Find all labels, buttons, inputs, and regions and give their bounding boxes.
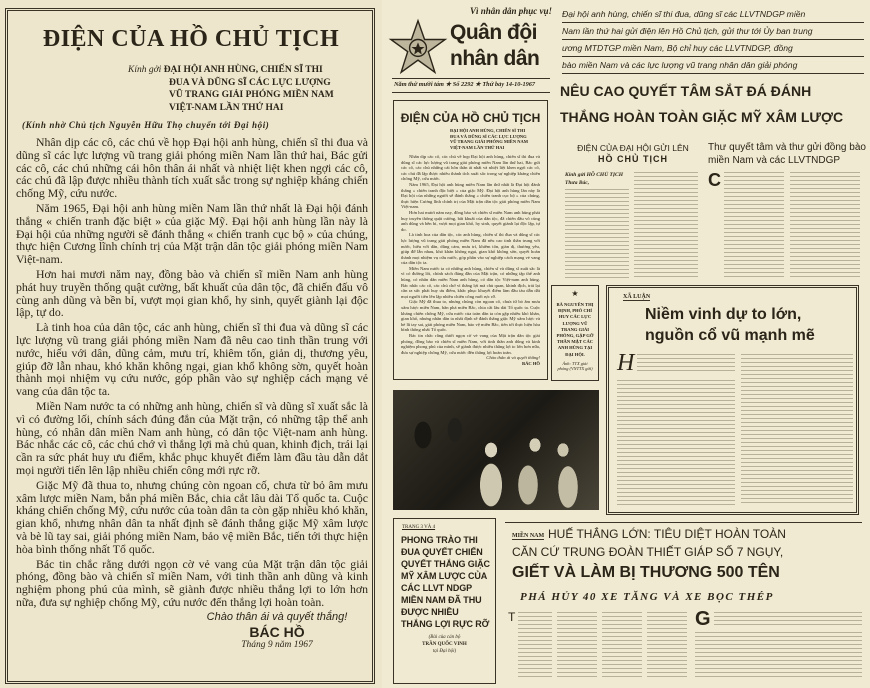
date: Tháng 9 năm 1967: [241, 639, 313, 650]
byline-line: tại Đại hội): [432, 649, 457, 654]
masthead-line: nhân dân: [450, 47, 540, 70]
emulation-box: [393, 518, 496, 684]
photo-credit: Ảnh: TTX giải phóng (VNTTX gửi): [557, 360, 593, 372]
paragraph: Là tinh hoa của dân tộc, các anh hùng, chiến sĩ thi đua và dũng sĩ các lực lượng vũ trang giải phóng miền Nam đã nêu cao tinh thần trung với nước, hiếu với dân, dũng cảm, mưu trí, khiêm tốn, giản dị, thương yêu, giúp đỡ lẫn nhau, khó khăn không ngại, gian khổ không sờn, quyết hoàn thành mọi nhiệm vụ cứu nước, góp phần vào sự nghiệp cách mạng vẻ vang của dân tộc ta.: [401, 232, 540, 266]
address-line: VŨ TRANG GIẢI PHÓNG MIỀN NAM: [169, 90, 334, 100]
box-kicker: TRANG 3 VÀ 4: [402, 525, 436, 530]
masthead: [450, 20, 554, 72]
text-column: [617, 380, 735, 506]
masthead-line: Quân đội: [450, 21, 537, 44]
address-line: ĐẠI HỘI ANH HÙNG, CHIẾN SĨ THI: [163, 65, 323, 75]
mini-body: [394, 150, 547, 371]
bottom-subhead: PHÁ HỦY 40 XE TĂNG VÀ XE BỌC THÉP: [520, 591, 774, 603]
telegram-body: [16, 136, 368, 651]
subhead-line: HỒ CHỦ TỊCH: [598, 154, 668, 164]
forwarding-note: (Kính nhờ Chủ tịch Nguyễn Hữu Thọ chuyển tới Đại hội): [22, 120, 270, 130]
photo-caption: BÀ NGUYỄN THỊ ĐỊNH, PHÓ CHỈ HUY CÁC LỰC LƯỢNG VŨ TRANG GIẢI PHÓNG, GẶP GỠ THÂN MẬT CÁC ANH HÙNG TẠI ĐẠI HỘI.: [556, 302, 594, 357]
address-line: ĐUA VÀ DŨNG SĨ CÁC LỰC LƯỢNG: [169, 77, 331, 88]
region-label: MIỀN NAM: [512, 533, 545, 539]
kicker: [562, 6, 864, 74]
bottom-headline-line: CĂN CỨ TRUNG ĐOÀN THIẾT GIÁP SỐ 7 NGỤY,: [512, 545, 784, 559]
kicker-line: Đại hội anh hùng, chiến sĩ thi đua, dũng sĩ các LLVTNDGP miền: [562, 6, 864, 23]
editorial-kicker: XÃ LUẬN: [623, 294, 651, 300]
address-line: VŨ TRANG GIẢI PHÓNG MIỀN NAM: [450, 139, 529, 144]
text-column: [518, 612, 552, 680]
paragraph: Bác tin chắc rằng dưới ngọn cờ vẻ vang của Mặt trận dân tộc giải phóng, đồng bào và chiến sĩ miền Nam, với tinh thần anh dũng và kinh nghiệm phong phú của mình, sẽ giành được nhiều thắng lợi to lớn hơn nữa, đưa sự nghiệp chống Mỹ, cứu nước đến thắng lợi hoàn toàn.: [16, 556, 368, 609]
mini-title: ĐIỆN CỦA HỒ CHỦ TỊCH: [400, 111, 541, 125]
paragraph: Miền Nam nước ta có những anh hùng, chiến sĩ và dũng sĩ xuất sắc là vì có đường lối, chính sách đúng đắn của Mặt trận, có những tập thể anh hùng, có nhân dân miền Nam anh hùng, có dân tộc Việt-nam anh hùng. Bác nhắc các cô, các chú chớ vì thắng lợi mà chủ quan, khinh địch, trái lại cần ra sức phát huy ưu điểm, khắc phục khuyết điểm làm đầu tàu dẫn dắt mọi người tiến lên lập nhiều chiến công mới rực rỡ.: [16, 398, 368, 477]
mini-address: [450, 128, 547, 150]
text-column: [714, 612, 862, 626]
headline-line: THẮNG HOÀN TOÀN GIẶC MỸ XÂM LƯỢC: [560, 109, 844, 125]
dropcap: H: [617, 350, 635, 376]
text-column: [695, 632, 862, 678]
telegram-title: ĐIỆN CỦA HỒ CHỦ TỊCH: [42, 26, 340, 52]
paragraph: Hơn hai mươi năm nay, đồng bào và chiến sĩ miền Nam anh hùng phát huy truyền thống quật cường, bất khuất của dân tộc, đã chiến đấu vô cùng anh dũng và bền bỉ, vượt mọi gian khổ, hy sinh, quyết giành lại độc lập, tự do.: [401, 209, 540, 232]
address-line: VIỆT-NAM LẦN THỨ HAI: [450, 144, 505, 150]
telegram-address: [128, 64, 372, 114]
bottom-headline-line: HUẾ THẮNG LỚN: TIÊU DIỆT HOÀN TOÀN: [548, 527, 786, 541]
text-column: [790, 172, 860, 280]
letters-subhead: Thư quyết tâm và thư gửi đồng bào miền Nam và các LLVTNDGP: [708, 142, 866, 166]
congress-telegram-subhead: [564, 143, 702, 165]
text-column: [637, 354, 735, 374]
text-column: [565, 189, 629, 280]
title-line: Niềm vinh dự to lớn,: [645, 306, 802, 323]
paragraph: Năm 1965, Đại hội anh hùng miền Nam lần thứ nhất là Đại hội đánh thắng « chiến tranh đặc biệt » của giặc Mỹ. Đại hội anh hùng lần này là Đại hội của những người sẽ đánh thắng « chiến tranh cục bộ » của chúng, thực hiện Cương lĩnh chính trị của Mặt trận dân tộc giải phóng miền Nam Việt-nam.: [16, 200, 368, 267]
closing-line: Chào thân ái và quyết thắng!: [206, 610, 348, 623]
subhead-line: ĐIỆN CỦA ĐẠI HỘI GỬI LÊN: [577, 143, 689, 153]
address-prefix: Kính gởi: [128, 65, 162, 75]
editorial-box: [606, 285, 859, 515]
text-column: [634, 172, 698, 280]
main-headline: [560, 78, 866, 130]
address-line: ĐUA VÀ DŨNG SĨ CÁC LỰC LƯỢNG: [450, 133, 527, 139]
paragraph: Giặc Mỹ đã thua to, nhưng chúng còn ngoan cố, chưa từ bỏ âm mưu xâm lược miền Nam, bắn phá miền Bắc, chia cắt lâu dài Tổ quốc ta. Cuộc kháng chiến chống Mỹ, cứu nước của toàn dân ta còn gặp nhiều khó khăn, gian khổ, nhưng nhân dân ta nhất định sẽ đánh thắng giặc Mỹ xâm lược và bè lũ tay sai, giải phóng miền Nam, bảo vệ miền Bắc, tiến tới thực hiện hòa bình thống nhất Tổ quốc.: [16, 477, 368, 556]
kicker-line: Nam lần thứ hai gửi điện lên Hồ Chủ tịch, gửi thư tới Ủy ban trung: [562, 23, 864, 40]
paragraph: Hơn hai mươi năm nay, đồng bào và chiến sĩ miền Nam anh hùng phát huy truyền thống quật cường, bất khuất của dân tộc, đã chiến đấu vô cùng anh dũng và bền bỉ, vượt mọi gian khổ, hy sinh, quyết giành lại độc lập, tự do.: [16, 266, 368, 320]
signature: BÁC HỒ: [249, 623, 305, 640]
closing-line: Chào thân ái và quyết thắng!: [486, 355, 540, 361]
paragraph: Miền Nam nước ta có những anh hùng, chiến sĩ và dũng sĩ xuất sắc là vì có đường lối, chính sách đúng đắn của Mặt trận, có những tập thể anh hùng, có nhân dân miền Nam anh hùng, có dân tộc Việt-nam anh hùng. Bác nhắc các cô, các chú chớ vì thắng lợi mà chủ quan, khinh địch, trái lại cần ra sức phát huy ưu điểm, khắc phục khuyết điểm làm đầu tàu dẫn dắt mọi người tiến lên lập nhiều chiến công mới rực rỡ.: [401, 265, 540, 299]
star-emblem-icon: [388, 18, 448, 76]
kicker-line: ương MTDTGP miền Nam, Bộ chỉ huy các LLVTNDGP, đồng: [562, 40, 864, 57]
paragraph: Năm 1965, Đại hội anh hùng miền Nam lần thứ nhất là Đại hội đánh thắng « chiến tranh đặc biệt » của giặc Mỹ. Đại hội anh hùng lần này là Đại hội của những người sẽ đánh thắng « chiến tranh cục bộ » của chúng, thực hiện Cương lĩnh chính trị của Mặt trận dân tộc giải phóng miền Nam Việt-nam.: [401, 181, 540, 210]
congress-photo: [393, 390, 599, 510]
dropcap: G: [695, 608, 711, 630]
dropcap: T: [508, 610, 516, 624]
text-column: [557, 612, 597, 680]
byline-line: TRẦN QUỐC VINH: [422, 642, 467, 647]
slogan: Vì nhân dân phục vụ!: [470, 6, 553, 16]
paragraph: Giặc Mỹ đã thua to, nhưng chúng còn ngoan cố, chưa từ bỏ âm mưu xâm lược miền Nam, bắn phá miền Bắc, chia cắt lâu dài Tổ quốc ta. Cuộc kháng chiến chống Mỹ, cứu nước của toàn dân ta còn gặp nhiều khó khăn, gian khổ, nhưng nhân dân ta nhất định sẽ đánh thắng giặc Mỹ xâm lược và bè lũ tay sai, giải phóng miền Nam, bảo vệ miền Bắc, tiến tới thực hiện hòa bình thống nhất Tổ quốc.: [401, 299, 540, 333]
editorial-title: [645, 304, 853, 346]
dropcap: C: [708, 170, 721, 190]
address-line: ĐẠI HỘI ANH HÙNG, CHIẾN SĨ THI: [450, 128, 526, 133]
issue-line: Năm thứ mười tám ★ Số 2292 ★ Thứ bảy 14-10-1967: [394, 81, 536, 88]
star-icon: ★: [571, 289, 579, 298]
text-column: [602, 612, 642, 680]
kicker-line: bào miền Nam và các lực lượng vũ trang nhân dân giải phóng: [562, 57, 864, 74]
text-column: [741, 354, 853, 506]
box-title: PHONG TRÀO THI ĐUA QUYẾT CHIẾN QUYẾT THẮNG GIẶC MỸ XÂM LƯỢC CỦA CÁC LLVT NDGP MIỀN NAM ĐÃ THU ĐƯỢC NHIỀU THẮNG LỢI RỰC RỠ: [401, 535, 490, 629]
text-column: [724, 172, 784, 280]
byline-line: (Bài của cán bộ: [428, 635, 461, 640]
signature: BÁC HỒ: [522, 360, 540, 366]
paragraph: Bác tin chắc rằng dưới ngọn cờ vẻ vang của Mặt trận dân tộc giải phóng, đồng bào và chiến sĩ miền Nam, với tinh thần anh dũng và kinh nghiệm phong phú của mình, sẽ giành được nhiều thắng lợi to lớn hơn nữa, đưa sự nghiệp chống Mỹ, cứu nước đến thắng lợi hoàn toàn.: [401, 333, 540, 355]
photo-caption-box: [551, 285, 599, 381]
address-line: VIỆT-NAM LẦN THỨ HAI: [169, 102, 284, 113]
left-page: [0, 0, 382, 688]
bottom-headline-main: GIẾT VÀ LÀM BỊ THƯƠNG 500 TÊN: [512, 564, 780, 581]
salutation: Kính gửi HỒ CHỦ TỊCH: [565, 172, 624, 178]
closing-block: [192, 611, 362, 651]
box-byline: [394, 634, 495, 655]
title-line: nguồn cổ vũ mạnh mẽ: [645, 327, 815, 344]
greeting: Thưa Bác,: [565, 180, 590, 186]
paragraph: Nhân dịp các cô, các chú về họp Đại hội anh hùng, chiến sĩ thi đua và dũng sĩ các lực lượng vũ trang giải phóng miền Nam lần thứ hai, Bác gửi các cô, các chú những cái hôn thân ái nhất và nhiệt liệt khen ngợi các cô, các chú đã lập được nhiều thành tích xuất sắc trong sự nghiệp kháng chiến chống Mỹ, cứu nước.: [401, 154, 540, 182]
paragraph: Nhân dịp các cô, các chú về họp Đại hội anh hùng, chiến sĩ thi đua và dũng sĩ các lực lượng vũ trang giải phóng miền Nam lần thứ hai, Bác gửi các cô, các chú những cái hôn thân ái nhất và nhiệt liệt khen ngợi các cô, các chú đã lập được nhiều thành tích xuất sắc trong sự nghiệp kháng chiến chống Mỹ, cứu nước.: [16, 135, 368, 201]
paragraph: Là tinh hoa của dân tộc, các anh hùng, chiến sĩ thi đua và dũng sĩ các lực lượng vũ trang giải phóng miền Nam đã nêu cao tinh thần trung với nước, hiếu với dân, dũng cảm, mưu trí, khiêm tốn, giản dị, thương yêu, giúp đỡ lẫn nhau, khó khăn không ngại, gian khổ không sờn, quyết hoàn thành mọi nhiệm vụ cứu nước, góp phần vào sự nghiệp cách mạng vẻ vang của dân tộc ta.: [16, 320, 368, 399]
headline-line: NÊU CAO QUYẾT TÂM SẮT ĐÁ ĐÁNH: [560, 83, 812, 99]
telegram-reprint-box: [393, 100, 548, 380]
text-column: [647, 612, 687, 680]
